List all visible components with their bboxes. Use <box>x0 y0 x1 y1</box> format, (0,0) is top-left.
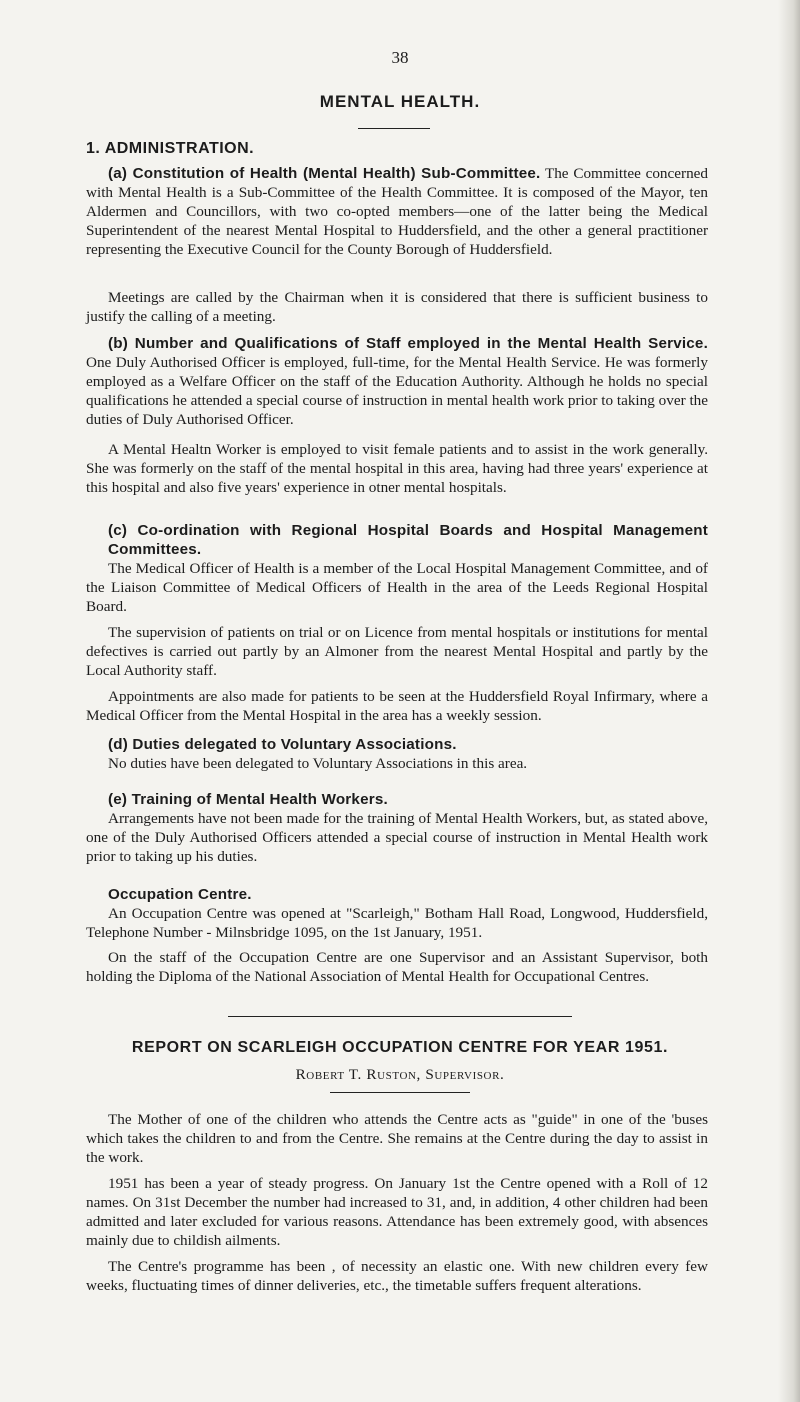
title-divider <box>358 128 430 129</box>
section-b-paragraph-1 <box>86 334 708 429</box>
section-d <box>86 735 708 773</box>
report-paragraph-2: 1951 has been a year of steady progress. On January 1st the Centre opened with a Roll of 12 names. On 31st December the number had increased to 31, and, in addition, 4 other children had been admitted and later excluded for various reasons. Attendance has been extremely good, with absences mainly due to childish ailments. <box>86 1175 708 1249</box>
occupation-centre-section <box>86 885 708 986</box>
section-b-text: One Duly Authorised Officer is employed, full-time, for the Mental Health Service. He was formerly employed as a Welfare Officer on the staff of the Education Authority. Although he holds no special qualifications he attended a special course of instruction in mental health work prior to taking over the duties of Duly Authorised Officer. <box>86 354 708 428</box>
section-a-paragraph-2: Meetings are called by the Chairman when it is considered that there is sufficient business to justify the calling of a meeting. <box>86 289 708 325</box>
section-e <box>86 790 708 866</box>
occupation-centre-paragraph-1: An Occupation Centre was opened at "Scarleigh," Botham Hall Road, Longwood, Huddersfield, Telephone Number - Milnsbridge 1095, on the 1st January, 1951. <box>86 905 708 941</box>
section-b-paragraph-2-block <box>86 440 708 497</box>
page-number: 38 <box>391 48 409 67</box>
section-a-text: The Committee concerned with Mental Health is a Sub-Committee of the Health Committee. It is composed of the Mayor, ten Aldermen and Councillors, with two co-opted members—one of the latter being the Medical Superintendent of the nearest Mental Hospital to Huddersfield, and the other a general practitioner representing the Executive Council for the County Borough of Huddersfield. <box>86 165 708 258</box>
section-a-paragraph-2-block <box>86 288 708 326</box>
report-divider <box>228 1016 572 1017</box>
section-d-heading: (d) Duties delegated to Voluntary Associations. <box>108 736 457 753</box>
section-c-heading: (c) Co-ordination with Regional Hospital Boards and Hospital Management Committees. <box>108 522 708 558</box>
section-c-paragraph-1: The Medical Officer of Health is a member of the Local Hospital Management Committee, and of the Liaison Committee of Medical Officers of Health in the area of the Leeds Regional Hospital Board. <box>86 560 708 615</box>
section-e-paragraph-1: Arrangements have not been made for the training of Mental Health Workers, but, as stated above, one of the Duly Authorised Officers attended a special course of instruction in Mental Health work prior to taking up his duties. <box>86 810 708 865</box>
section-b <box>86 334 708 429</box>
section-a <box>86 164 708 259</box>
section-a-paragraph-1 <box>86 164 708 259</box>
section-b-paragraph-2: A Mental Healtn Worker is employed to visit female patients and to assist in the work generally. She was formerly on the staff of the mental hospital in this area, having had three years' experience at this hospital and also five years' experience in otner mental hospitals. <box>86 441 708 496</box>
section-c <box>86 521 708 725</box>
section-d-paragraph-1: No duties have been delegated to Voluntary Associations in this area. <box>108 755 528 772</box>
section-c-paragraph-2: The supervision of patients on trial or on Licence from mental hospitals or institutions for mental defectives is carried out partly by an Almoner from the nearest Mental Hospital and partly by the Local Authority staff. <box>86 624 708 679</box>
section-a-heading: (a) Constitution of Health (Mental Health) Sub-Committee. <box>108 165 541 182</box>
section-c-paragraph-3: Appointments are also made for patients to be seen at the Huddersfield Royal Infirmary, where a Medical Officer from the Mental Hospital in the area has a weekly session. <box>86 688 708 724</box>
report-paragraph-3: The Centre's programme has been , of necessity an elastic one. With new children every few weeks, fluctuating times of dinner deliveries, etc., the timetable suffers frequent alterations. <box>86 1258 708 1294</box>
section-heading-administration: 1. ADMINISTRATION. <box>86 140 255 157</box>
report-author: Robert T. Ruston, Supervisor. <box>295 1066 505 1083</box>
occupation-centre-paragraph-2: On the staff of the Occupation Centre are one Supervisor and an Assistant Supervisor, both holding the Diploma of the National Association of Mental Health for Occupational Centres. <box>86 949 708 985</box>
section-e-heading: (e) Training of Mental Health Workers. <box>108 791 388 808</box>
occupation-centre-heading: Occupation Centre. <box>108 886 252 903</box>
report-paragraph-1: The Mother of one of the children who attends the Centre acts as "guide" in one of the 'buses which takes the children to and from the Centre. She remains at the Centre during the day to assist in the work. <box>86 1111 708 1166</box>
section-b-heading: (b) Number and Qualifications of Staff employed in the Mental Health Service. <box>108 335 708 352</box>
report-title: REPORT ON SCARLEIGH OCCUPATION CENTRE FOR YEAR 1951. <box>131 1039 669 1056</box>
page-edge-shadow <box>778 0 800 1402</box>
report-body <box>86 1110 708 1295</box>
page-title: MENTAL HEALTH. <box>319 92 481 111</box>
author-divider <box>330 1092 470 1093</box>
